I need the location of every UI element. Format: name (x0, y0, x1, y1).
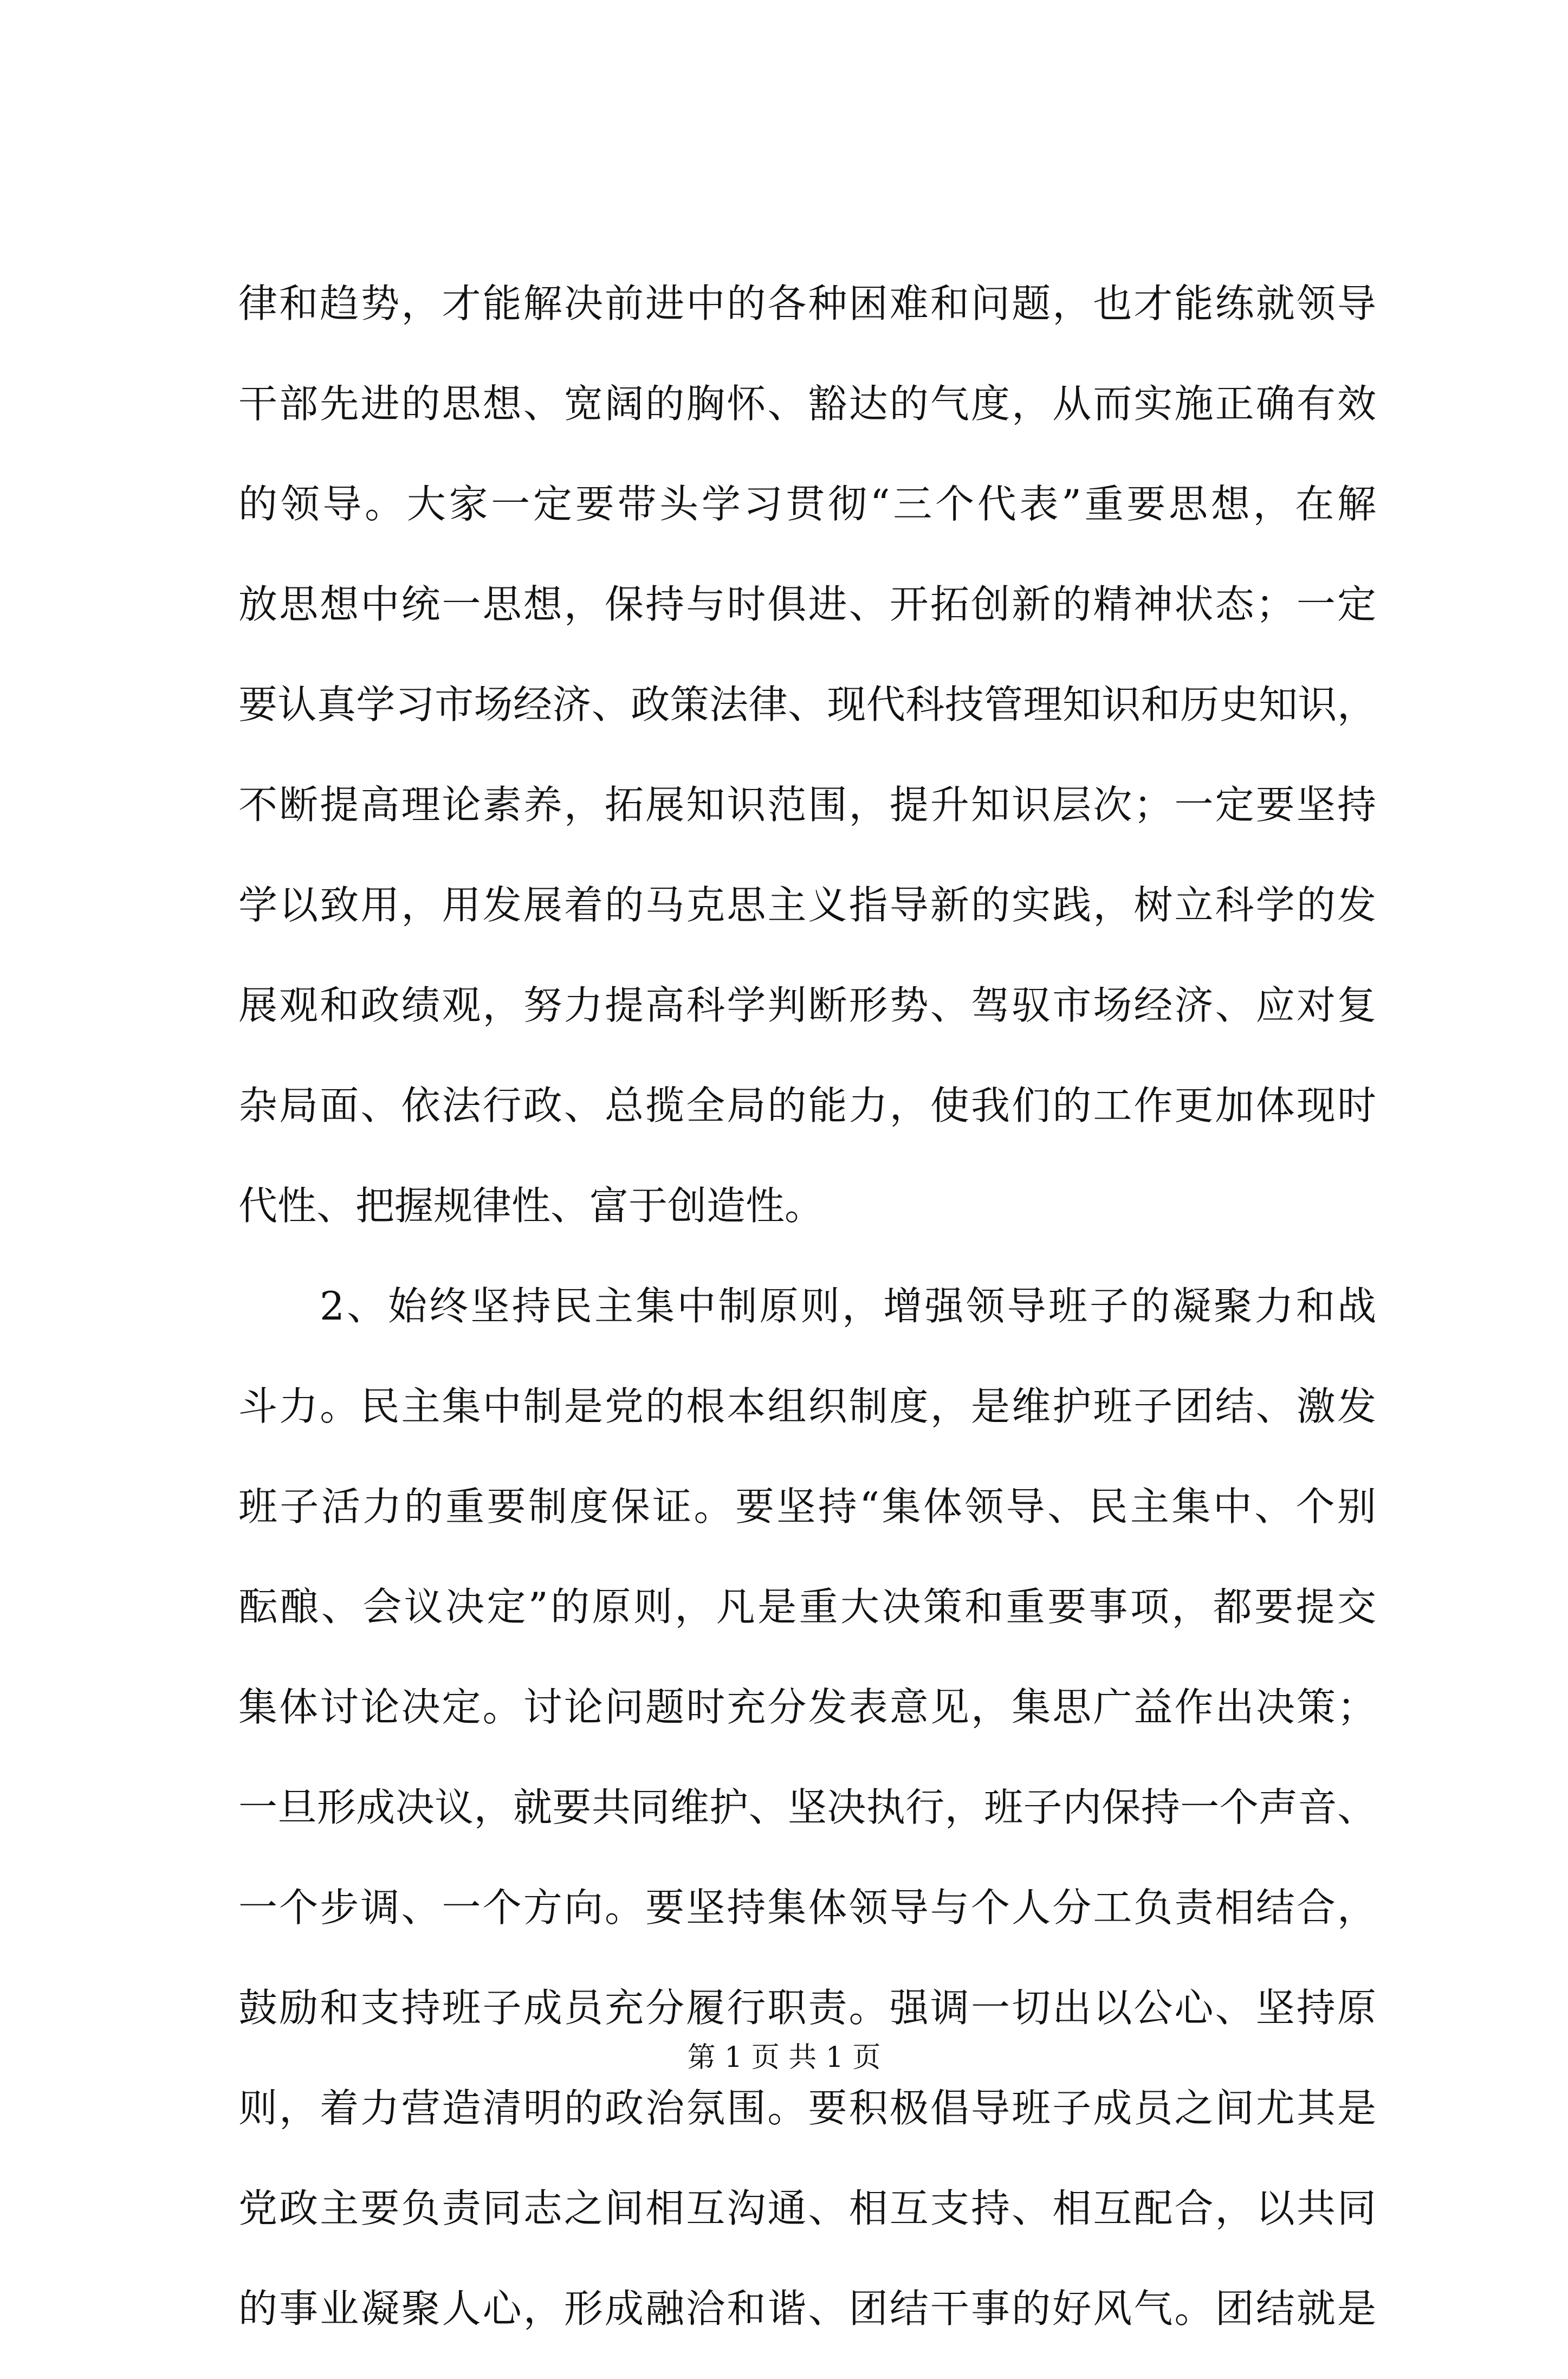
text-line-9: 杂局面、依法行政、总揽全局的能力，使我们的工作更加体现时 (238, 1083, 1376, 1128)
text-line-15: 集体讨论决定。讨论问题时充分发表意见，集思广益作出决策； (238, 1684, 1376, 1730)
page-footer (0, 2039, 1568, 2077)
text-line-16: 一旦形成决议，就要共同维护、坚决执行，班子内保持一个声音、 (238, 1785, 1376, 1830)
text-line-3: 的领导。大家一定要带头学习贯彻“三个代表”重要思想，在解 (238, 481, 1376, 527)
text-line-21: 的事业凝聚人心，形成融洽和谐、团结干事的好风气。团结就是 (238, 2286, 1376, 2331)
text-line-13: 班子活力的重要制度保证。要坚持“集体领导、民主集中、个别 (238, 1484, 1376, 1529)
text-line-20: 党政主要负责同志之间相互沟通、相互支持、相互配合，以共同 (238, 2186, 1376, 2231)
text-line-10: 代性、把握规律性、富于创造性。 (238, 1183, 824, 1229)
text-line-12: 斗力。民主集中制是党的根本组织制度，是维护班子团结、激发 (238, 1384, 1376, 1429)
text-line-5: 要认真学习市场经济、政策法律、现代科技管理知识和历史知识， (238, 682, 1376, 727)
text-line-17: 一个步调、一个方向。要坚持集体领导与个人分工负责相结合， (238, 1885, 1376, 1930)
text-line-14: 酝酿、会议决定”的原则，凡是重大决策和重要事项，都要提交 (238, 1584, 1376, 1630)
text-line-2: 干部先进的思想、宽阔的胸怀、豁达的气度，从而实施正确有效 (238, 381, 1376, 426)
text-line-4: 放思想中统一思想，保持与时俱进、开拓创新的精神状态；一定 (238, 581, 1376, 627)
text-line-8: 展观和政绩观，努力提高科学判断形势、驾驭市场经济、应对复 (238, 982, 1376, 1028)
text-line-6: 不断提高理论素养，拓展知识范围，提升知识层次；一定要坚持 (238, 782, 1376, 828)
text-line-18: 鼓励和支持班子成员充分履行职责。强调一切出以公心、坚持原 (238, 1985, 1376, 2031)
text-line-7: 学以致用，用发展着的马克思主义指导新的实践，树立科学的发 (238, 882, 1376, 928)
page-number-label: 第 1 页 共 1 页 (687, 2041, 881, 2074)
text-line-19: 则，着力营造清明的政治氛围。要积极倡导班子成员之间尤其是 (238, 2085, 1376, 2131)
text-line-11: 2、始终坚持民主集中制原则，增强领导班子的凝聚力和战 (320, 1283, 1376, 1329)
text-line-1: 律和趋势，才能解决前进中的各种困难和问题，也才能练就领导 (238, 281, 1376, 326)
